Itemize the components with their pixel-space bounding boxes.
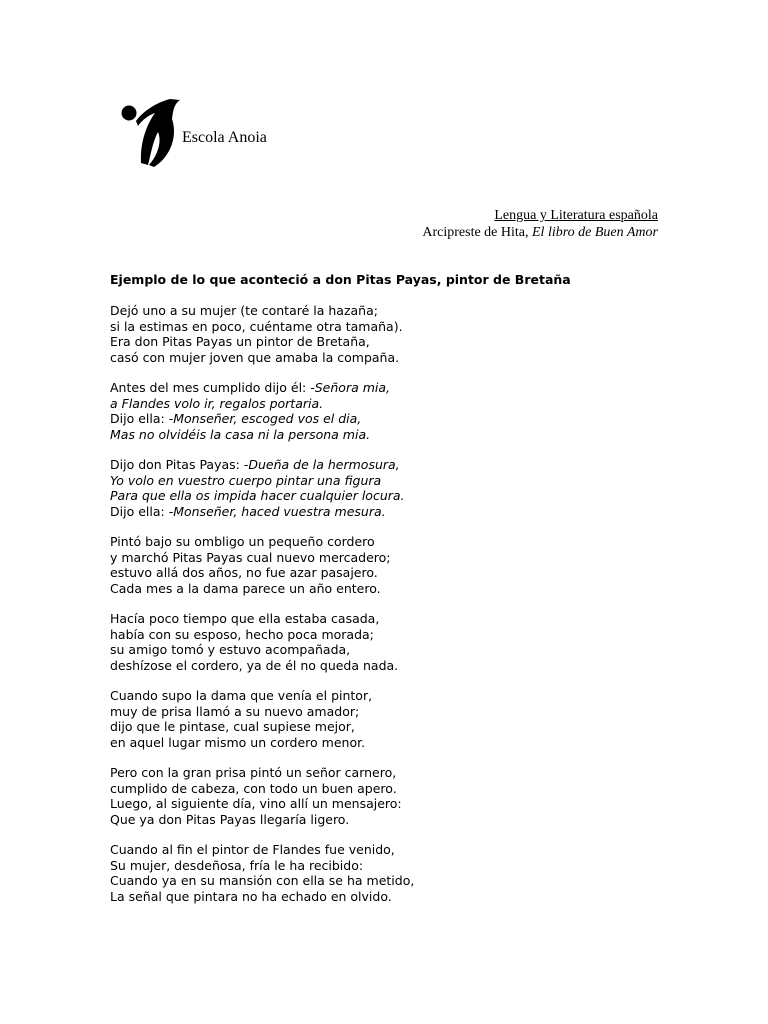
verse-line: muy de prisa llamó a su nuevo amador; <box>110 703 360 719</box>
verse-line: Dejó uno a su mujer (te contaré la hazaña; <box>110 303 378 318</box>
verse-line: había con su esposo, hecho poca morada; <box>110 626 374 642</box>
verse-line: Pero con la gran prisa pintó un señor carnero, <box>110 765 397 780</box>
school-name: Escola Anoia <box>182 129 267 146</box>
verse-line: a Flandes volo ir, regalos portaria. <box>110 395 324 411</box>
stanza <box>110 380 670 442</box>
source-author: Arcipreste de Hita, <box>422 225 529 240</box>
poem-body <box>110 303 670 919</box>
verse-line: Antes del mes cumplido dijo él: -Señora mia, <box>110 380 390 395</box>
verse-line: Cuando al fin el pintor de Flandes fue venido, <box>110 842 395 857</box>
verse-line: Cuando supo la dama que venía el pintor, <box>110 688 373 703</box>
verse-line: y marchó Pitas Payas cual nuevo mercadero; <box>110 549 391 565</box>
verse-line: La señal que pintara no ha echado en olvido. <box>110 888 392 904</box>
verse-line: casó con mujer joven que amaba la compaña. <box>110 349 400 365</box>
verse-line: Yo volo en vuestro cuerpo pintar una figura <box>110 472 382 488</box>
verse-line: Dijo don Pitas Payas: -Dueña de la hermosura, <box>110 457 400 472</box>
verse-line: Luego, al siguiente día, vino allí un mensajero: <box>110 796 402 811</box>
course-title: Lengua y Literatura española <box>494 208 658 223</box>
stanza <box>110 688 670 750</box>
verse-line: Que ya don Pitas Payas llegaría ligero. <box>110 811 350 827</box>
verse-line: Para que ella os impida hacer cualquier locura. <box>110 488 405 503</box>
verse-line: Cada mes a la dama parece un año entero. <box>110 580 381 596</box>
verse-line: si la estimas en poco, cuéntame otra tamaña). <box>110 318 403 334</box>
verse-line: Pintó bajo su ombligo un pequeño cordero <box>110 534 375 549</box>
stanza <box>110 457 670 519</box>
verse-line: dijo que le pintase, cual supiese mejor, <box>110 719 355 734</box>
verse-line: Dijo ella: -Monseñer, haced vuestra mesura. <box>110 503 386 519</box>
verse-line: Hacía poco tiempo que ella estaba casada, <box>110 611 380 626</box>
stanza <box>110 534 670 596</box>
verse-line: en aquel lugar mismo un cordero menor. <box>110 734 366 750</box>
verse-line: estuvo allá dos años, no fue azar pasajero. <box>110 565 378 580</box>
stanza <box>110 611 670 673</box>
verse-line: Era don Pitas Payas un pintor de Bretaña, <box>110 334 370 349</box>
verse-line: deshízose el cordero, ya de él no queda nada. <box>110 657 399 673</box>
stanza <box>110 842 670 904</box>
verse-line: cumplido de cabeza, con todo un buen apero. <box>110 780 397 796</box>
verse-line: Dijo ella: -Monseñer, escoged vos el dia, <box>110 411 362 426</box>
escola-anoia-logo-icon <box>118 97 184 167</box>
verse-line: Mas no olvidéis la casa ni la persona mia. <box>110 426 371 442</box>
verse-line: Su mujer, desdeñosa, fría le ha recibido: <box>110 857 364 873</box>
source-citation <box>422 224 658 242</box>
source-work: El libro de Buen Amor <box>532 225 658 240</box>
verse-line: Cuando ya en su mansión con ella se ha metido, <box>110 873 415 888</box>
stanza <box>110 765 670 827</box>
stanza <box>110 303 670 365</box>
verse-line: su amigo tomó y estuvo acompañada, <box>110 642 351 657</box>
poem-title: Ejemplo de lo que aconteció a don Pitas Payas, pintor de Bretaña <box>110 272 571 287</box>
